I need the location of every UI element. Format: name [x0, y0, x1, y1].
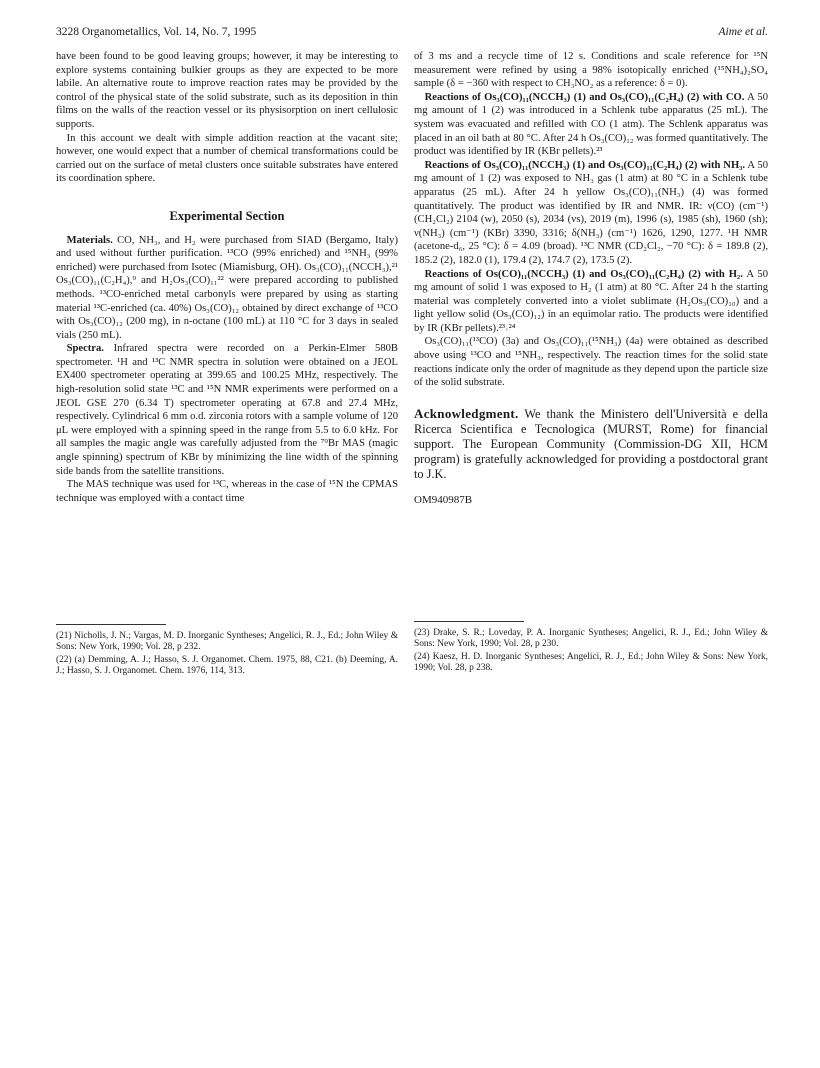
footnotes-left: [56, 624, 398, 679]
footnote-24: (24) Kaesz, H. D. Inorganic Syntheses; Angelici, R. J., Ed.; John Wiley & Sons: New York, 1990; Vol. 28, p 238.: [414, 651, 768, 674]
footnote-23: (23) Drake, S. R.; Loveday, P. A. Inorganic Syntheses; Angelici, R. J., Ed.; John Wiley & Sons: New York, 1990; Vol. 28, p 230.: [414, 628, 768, 650]
footnote-21: (21) Nicholls, J. N.; Vargas, M. D. Inorganic Syntheses; Angelici, R. J., Ed.; John Wiley & Sons: New York, 1990; Vol. 28, p 232.: [56, 631, 398, 653]
section-title: Experimental Section: [169, 208, 285, 223]
intro-paragraph-2: In this account we dealt with simple addition reaction at the vacant site; however, one would expect that a number of chemical transformations could be carried out on the surface of metal clusters once suitable substrates have entered its coordination sphere.: [56, 132, 398, 185]
right-column: [414, 50, 768, 507]
footnote-rule: [56, 624, 166, 625]
spectra-paragraph-continued: of 3 ms and a recycle time of 12 s. Conditions and scale reference for ¹⁵N measurement were refined by using a 98% isotopically enriched (¹⁵NH₄)₂SO₄ sample (δ = −360 with respect to CH₃NO₂ as a reference: δ = 0).: [414, 51, 768, 90]
intro-paragraph-continued: have been found to be good leaving groups; however, it may be interesting to explore systems containing bulkier groups as they are expected to be more labile. An alternative route to improve reaction rates may be provided by the control of the physical state of the solid substrate, such as its deposition in thin films on the walls of the reaction vessel or its physisorption on inert cellulosic supports.: [56, 51, 398, 130]
reaction-nh3-text: A 50 mg amount of 1 (2) was exposed to NH₃ gas (1 atm) at 80 °C in a Schlenk tube apparatus (25 mL). After 24 h yellow Os₃(CO)₁₁(NH₃) (4) was formed quantitatively. The product was identified by IR and NMR. IR: ν(CO) (cm⁻¹) (CH₂Cl₂) 2104 (w), 2050 (s), 2034 (vs), 2019 (m), 1996 (s), 1985 (sh), 1960 (sh); ν(NH₃) (cm⁻¹) (KBr) 3390, 3316; δ(NH₃) (cm⁻¹) 1626, 1290, 1277. ¹H NMR (acetone-d₆, 25 °C): δ = 4.09 (broad). ¹³C NMR (CD₂Cl₂, −70 °C): δ = 189.8 (2), 185.2 (2), 182.0 (1), 179.4 (2), 174.7 (2), 173.5 (2).: [414, 159, 768, 266]
running-header: [56, 26, 768, 42]
reaction-nh3-paragraph: [414, 159, 768, 268]
materials-heading: Materials.: [66, 234, 113, 246]
left-column: [56, 50, 398, 505]
spectra-text: Infrared spectra were recorded on a Perkin-Elmer 580B spectrometer. ¹H and ¹³C NMR spectra in solution were obtained on a JEOL EX400 spectrometer operating at 399.65 and 100.25 MHz, respectively. The high-resolution solid state ¹³C and ¹⁵N NMR experiments were performed on a JEOL GSE 270 (6.34 T) spectrometer operating at 67.8 and 27.4 MHz, respectively. Cylindrical 6 mm o.d. zirconia rotors with a sample volume of 120 μL were employed with a spinning speed in the range from 5.5 to 6.0 kHz. For all samples the magic angle was carefully adjusted from the ⁷⁹Br MAS (magic angle spinning) spectrum of KBr by minimizing the line width of the spinning side bands from the satellite transitions.: [56, 343, 398, 477]
running-authors: Aime et al.: [718, 26, 768, 38]
isotope-paragraph: Os₃(CO)₁₁(¹³CO) (3a) and Os₃(CO)₁₁(¹⁵NH₃) (4a) were obtained as described above using ¹³CO and ¹⁵NH₃, respectively. The reaction times for the solid state reactions indicate only the order of magnitude as they depend upon the particle size of the solid substrate.: [414, 336, 768, 389]
spectra-heading: Spectra.: [66, 343, 104, 355]
acknowledgment-paragraph: [414, 406, 768, 482]
footnotes-right: [414, 621, 768, 676]
mas-paragraph: The MAS technique was used for ¹³C, whereas in the case of ¹⁵N the CPMAS technique was employed with a contact time: [56, 479, 398, 504]
reaction-co-heading: Reactions of Os₃(CO)₁₁(NCCH₃) (1) and Os₃(CO)₁₁(C₂H₄) (2) with CO.: [424, 91, 745, 103]
reaction-h2-heading: Reactions of Os(CO)₁₁(NCCH₃) (1) and Os₃(CO)₁₁(C₂H₄) (2) with H₂.: [424, 268, 743, 280]
page-journal-info: 3228 Organometallics, Vol. 14, No. 7, 1995: [56, 26, 257, 38]
footnote-rule: [414, 621, 524, 622]
reaction-h2-text: A 50 mg amount of solid 1 was exposed to H₂ (1 atm) at 80 °C. After 24 h the starting material was completely converted into a violet sublimate (H₂Os₃(CO)₁₀) and a light yellow solid (Os₃(CO)₁₂) in an equimolar ratio. The products were identified by IR (KBr pellets).²³˒²⁴: [414, 268, 769, 334]
reaction-co-paragraph: [414, 91, 768, 159]
reaction-nh3-heading: Reactions of Os₃(CO)₁₁(NCCH₃) (1) and Os₃(CO)₁₁(C₂H₄) (2) with NH₃.: [424, 159, 746, 171]
reaction-co-text: A 50 mg amount of 1 (2) was introduced in a Schlenk tube apparatus (25 mL). The system was evacuated and refilled with CO (1 atm). The Schlenk apparatus was placed in an oil bath at 80 °C. After 24 h Os₃(CO)₁₂ was formed quantitatively. The product was identified by IR (KBr pellets).²³: [414, 91, 768, 158]
spectra-paragraph: [56, 342, 398, 478]
materials-text: CO, NH₃, and H₂ were purchased from SIAD (Bergamo, Italy) and used without further purification. ¹³CO (99% enriched) and ¹⁵NH₃ (99% enriched) were purchased from Isotec (Miamisburg, OH). Os₃(CO)₁₁(NCCH₃),²¹ Os₃(CO)₁₁(C₂H₄),⁹ and H₂Os₃(CO)₁₁²² were prepared according to published methods. ¹³CO-enriched metal carbonyls were prepared by using as starting material ¹³C-enriched (ca. 40%) Os₃(CO)₁₂ obtained by direct exchange of ¹³CO with Os₃(CO)₁₂ (200 mg), in n-octane (100 mL) at 110 °C for 3 days in sealed vials (250 mL).: [56, 234, 398, 341]
footnote-22: (22) (a) Demming, A. J.; Hasso, S. J. Organomet. Chem. 1975, 88, C21. (b) Deeming, A. J.; Hasso, S. J. Organomet. Chem. 1976, 114, 313.: [56, 654, 398, 677]
acknowledgment-heading: Acknowledgment.: [414, 405, 519, 421]
acknowledgment-text: We thank the Ministero dell'Università e della Ricerca Scientifica e Tecnologica (MURST, Rome) for financial support. The European Community (Commission-DG XII, HCM program) is gratefully acknowledged for providing a postdoctoral grant to J.K.: [414, 406, 768, 481]
reaction-h2-paragraph: [414, 268, 768, 336]
materials-paragraph: [56, 234, 398, 343]
manuscript-id: OM940987B: [414, 493, 473, 506]
